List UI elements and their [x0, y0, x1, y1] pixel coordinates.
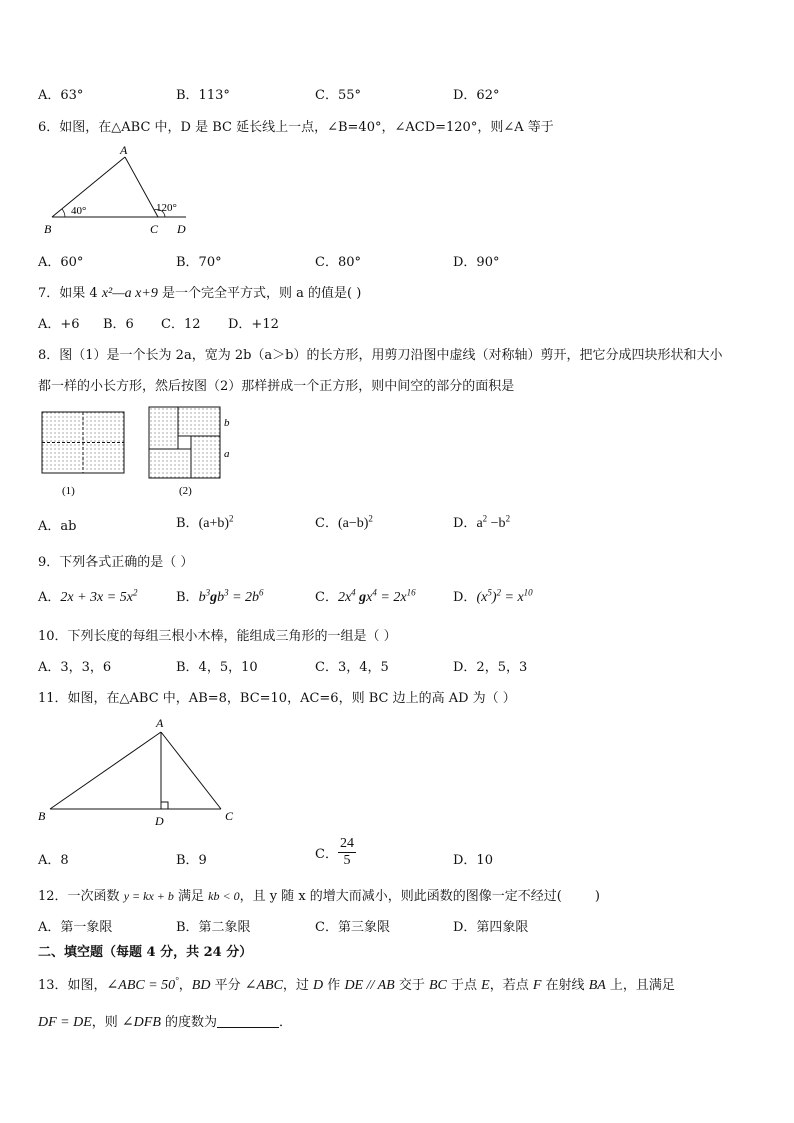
q11-option-c: C． $\frac{24}{5}$ — [315, 836, 354, 868]
q12-option-c: C．第三象限 — [315, 920, 390, 935]
q12-stem: 12．一次函数 y = kx + b 满足 kb < 0，且 y 随 x 的增大而减小，则此函数的图像一定不经过( ) — [38, 889, 600, 904]
q10-option-d: D．2，5，3 — [453, 660, 528, 675]
q10-option-a: A．3，3，6 — [38, 660, 112, 675]
q5-option-c: C．55° — [315, 88, 361, 103]
q7-option-b: B．6 — [103, 317, 134, 332]
q7-stem: 7．如果 4 x²—a x+9 是一个完全平方式，则 a 的值是( ) — [38, 286, 362, 301]
q6-label-c: C — [150, 222, 159, 236]
q6-stem: 6．如图，在△ABC 中，D 是 BC 延长线上一点，∠B=40°，∠ACD=120°，则∠A 等于 — [38, 120, 554, 135]
q7-option-d: D．+12 — [228, 317, 279, 332]
q10-stem: 10．下列长度的每组三根小木棒，能组成三角形的一组是（ ） — [38, 629, 397, 644]
q10-option-c: C．3，4，5 — [315, 660, 389, 675]
q8-option-a: A．ab — [38, 519, 77, 534]
q9-stem: 9．下列各式正确的是（ ） — [38, 555, 194, 570]
q9-option-b: B．$b^3gb^3 = 2b^6$ — [176, 587, 264, 605]
q11-stem: 11．如图，在△ABC 中，AB=8，BC=10，AC=6，则 BC 边上的高 AD 为（ ） — [38, 691, 516, 706]
q8-stem-line2: 都一样的小长方形，然后按图（2）那样拼成一个正方形，则中间空的部分的面积是 — [38, 379, 515, 394]
q9-option-a: A．$2x + 3x = 5x^2$ — [38, 587, 138, 605]
q11-label-b: B — [38, 809, 46, 823]
q13-answer-blank[interactable] — [217, 1015, 279, 1028]
q6-label-a: A — [120, 143, 128, 157]
q5-option-a: A．63° — [38, 88, 84, 103]
q8-stem-line1: 8．图（1）是一个长为 2a，宽为 2b（a＞b）的长方形，用剪刀沿图中虚线（对称轴）剪开，把它分成四块形状和大小 — [38, 348, 723, 363]
q8-option-d: D．$a^2 -b^2$ — [453, 513, 511, 531]
q5-option-d: D．62° — [453, 88, 500, 103]
q6-option-d: D．90° — [453, 255, 500, 270]
q5-option-b: B．113° — [176, 88, 230, 103]
q13-stem-line2: DF = DE，则 ∠DFB 的度数为 ． — [38, 1015, 293, 1030]
q7-option-a: A．+6 — [38, 317, 80, 332]
q12-option-d: D．第四象限 — [453, 920, 529, 935]
q11-label-c: C — [225, 809, 234, 823]
q6-angle-b: 40° — [71, 205, 87, 217]
q6-option-a: A．60° — [38, 255, 84, 270]
q8-figures — [38, 404, 248, 504]
q6-angle-c: 120° — [156, 202, 177, 214]
q11-label-d: D — [155, 814, 164, 828]
q11-fraction: $\frac{24}{5}$ — [339, 836, 354, 868]
q8-fig2-b: b — [224, 417, 230, 429]
q6-label-b: B — [44, 222, 52, 236]
q8-fig2-label: (2) — [179, 485, 192, 497]
q11-option-d: D．10 — [453, 853, 493, 868]
q11-triangle-figure — [36, 712, 246, 830]
q6-option-b: B．70° — [176, 255, 222, 270]
q11-label-a: A — [156, 716, 164, 730]
q9-option-c: C．$2x^4$ $gx^4 = 2x^{16}$ — [315, 587, 416, 605]
q9-option-d: D．$(x^5)^2 = x^{10}$ — [453, 587, 533, 605]
q8-option-c: C．$(a-b)^2$ — [315, 513, 373, 531]
q8-option-b: B．$(a+b)^2$ — [176, 513, 234, 531]
q7-option-c: C．12 — [161, 317, 201, 332]
q10-option-b: B．4，5，10 — [176, 660, 258, 675]
section-2-heading: 二、填空题（每题 4 分，共 24 分） — [38, 945, 253, 960]
q8-fig2-a: a — [224, 448, 230, 460]
q13-stem-line1: 13．如图，∠ABC = 50°，BD 平分 ∠ABC，过 D 作 DE // AB 交于 BC 于点 E，若点 F 在射线 BA 上，且满足 — [38, 975, 675, 993]
q11-option-a: A．8 — [38, 853, 69, 868]
q6-label-d: D — [177, 222, 186, 236]
q8-fig1-label: (1) — [62, 485, 75, 497]
q6-triangle-figure — [38, 140, 198, 238]
q6-option-c: C．80° — [315, 255, 361, 270]
q12-option-a: A．第一象限 — [38, 920, 113, 935]
q11-option-b: B．9 — [176, 853, 207, 868]
q12-option-b: B．第二象限 — [176, 920, 251, 935]
